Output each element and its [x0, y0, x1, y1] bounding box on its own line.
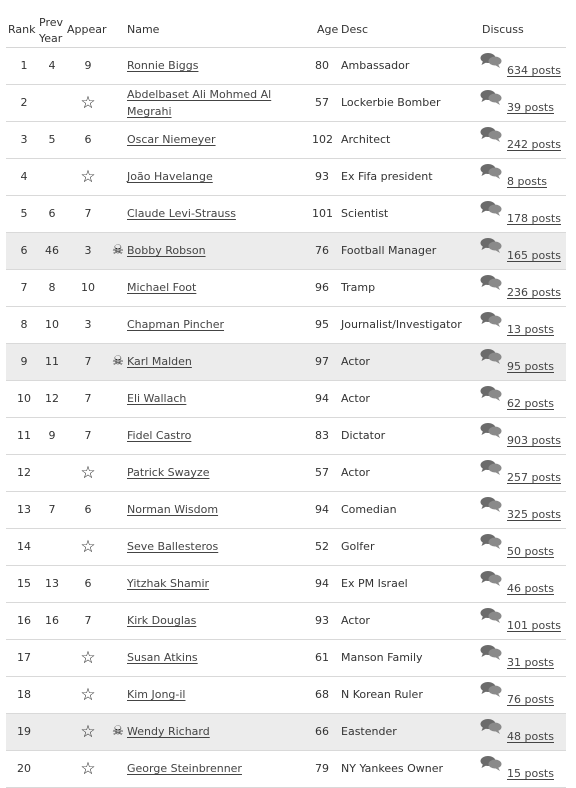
age-cell: 61 — [315, 651, 329, 664]
appear-value: 3 — [84, 318, 92, 331]
rank-cell: 6 — [20, 244, 28, 257]
discuss-cell — [480, 233, 566, 269]
discuss-cell — [480, 307, 566, 343]
desc-cell: Ex Fifa president — [341, 170, 433, 183]
appear-cell — [74, 640, 102, 676]
name-header: Name — [127, 23, 160, 36]
person-name-link[interactable]: Kirk Douglas — [127, 614, 197, 627]
star-icon: ☆ — [80, 684, 96, 705]
desc-cell: NY Yankees Owner — [341, 762, 444, 775]
rank-cell: 16 — [17, 614, 31, 627]
age-cell: 83 — [315, 429, 329, 442]
person-name-link[interactable]: Chapman Pincher — [127, 318, 225, 331]
speech-bubbles-icon[interactable] — [480, 543, 502, 551]
desc-cell: Manson Family — [341, 651, 423, 664]
posts-link[interactable]: 101 posts — [507, 619, 561, 632]
prev-year-cell — [40, 529, 64, 565]
speech-bubbles-icon[interactable] — [480, 691, 502, 699]
status-cell — [110, 344, 126, 380]
star-icon: ☆ — [80, 536, 96, 557]
name-cell — [127, 529, 313, 565]
appear-cell — [74, 677, 102, 713]
discuss-header: Discuss — [482, 23, 524, 36]
rank-cell: 8 — [20, 318, 28, 331]
appear-cell — [74, 751, 102, 787]
discuss-cell — [480, 603, 566, 639]
speech-bubbles-icon[interactable] — [480, 654, 502, 662]
posts-link[interactable]: 325 posts — [507, 508, 561, 521]
table-row — [6, 233, 566, 270]
rank-cell: 1 — [20, 59, 28, 72]
person-name-link[interactable]: Seve Ballesteros — [127, 540, 219, 553]
age-cell: 94 — [315, 577, 329, 590]
prev-year-cell: 13 — [45, 577, 59, 590]
appear-cell — [74, 529, 102, 565]
status-cell — [110, 48, 126, 84]
table-row — [6, 714, 566, 751]
age-cell: 80 — [315, 59, 329, 72]
desc-cell: Actor — [341, 466, 370, 479]
speech-bubbles-icon[interactable] — [480, 432, 502, 440]
person-name-link[interactable]: Abdelbaset Ali Mohmed Al Megrahi — [127, 88, 272, 118]
desc-header: Desc — [341, 23, 369, 36]
appear-cell — [74, 418, 102, 454]
appear-value: 10 — [81, 281, 95, 294]
appear-cell — [74, 455, 102, 491]
star-icon: ☆ — [80, 647, 96, 668]
posts-link[interactable]: 31 posts — [507, 656, 554, 669]
name-cell — [127, 455, 313, 491]
speech-bubbles-icon[interactable] — [480, 469, 502, 477]
name-cell — [127, 714, 313, 750]
desc-cell: Lockerbie Bomber — [341, 96, 441, 109]
rank-cell: 18 — [17, 688, 31, 701]
discuss-cell — [480, 640, 566, 676]
appear-value: 7 — [84, 207, 92, 220]
rank-cell: 17 — [17, 651, 31, 664]
star-icon: ☆ — [80, 92, 96, 113]
name-cell — [127, 270, 313, 306]
desc-cell: Golfer — [341, 540, 375, 553]
desc-cell: Actor — [341, 614, 370, 627]
rank-cell: 3 — [20, 133, 28, 146]
skull-icon: ☠ — [112, 354, 124, 369]
prev-year-cell — [40, 677, 64, 713]
age-cell: 94 — [315, 503, 329, 516]
age-cell: 97 — [315, 355, 329, 368]
desc-cell: Ex PM Israel — [341, 577, 408, 590]
prev-year-cell: 9 — [48, 429, 56, 442]
posts-link[interactable]: 13 posts — [507, 323, 554, 336]
discuss-cell — [480, 270, 566, 306]
person-name-link[interactable]: Norman Wisdom — [127, 503, 219, 516]
age-cell: 68 — [315, 688, 329, 701]
status-cell — [110, 381, 126, 417]
status-cell — [110, 529, 126, 565]
prev-year-header-line1: Prev — [39, 16, 63, 29]
table-row — [6, 566, 566, 603]
prev-year-cell — [40, 714, 64, 750]
age-cell: 57 — [315, 466, 329, 479]
posts-link[interactable]: 76 posts — [507, 693, 554, 706]
name-cell — [127, 566, 313, 602]
discuss-cell — [480, 714, 566, 750]
age-cell: 96 — [315, 281, 329, 294]
posts-link[interactable]: 48 posts — [507, 730, 554, 743]
rank-header: Rank — [8, 23, 36, 36]
table-row — [6, 640, 566, 677]
status-cell — [110, 751, 126, 787]
desc-cell: Eastender — [341, 725, 397, 738]
posts-link[interactable]: 39 posts — [507, 101, 554, 114]
discuss-cell — [480, 48, 566, 84]
prev-year-cell: 6 — [48, 207, 56, 220]
desc-cell: Football Manager — [341, 244, 437, 257]
status-cell — [110, 603, 126, 639]
prev-year-cell: 8 — [48, 281, 56, 294]
name-cell — [127, 492, 313, 528]
status-cell — [110, 492, 126, 528]
skull-icon: ☠ — [112, 724, 124, 739]
posts-link[interactable]: 165 posts — [507, 249, 561, 262]
prev-year-cell: 16 — [45, 614, 59, 627]
name-cell — [127, 159, 313, 195]
appear-value: 7 — [84, 614, 92, 627]
discuss-cell — [480, 344, 566, 380]
appear-value: 7 — [84, 429, 92, 442]
appear-value: 7 — [84, 392, 92, 405]
person-name-link[interactable]: Fidel Castro — [127, 429, 192, 442]
name-cell — [127, 233, 313, 269]
status-cell — [110, 418, 126, 454]
table-row — [6, 529, 566, 566]
discuss-cell — [480, 85, 566, 121]
table-row — [6, 270, 566, 307]
name-cell — [127, 640, 313, 676]
person-name-link[interactable]: Bobby Robson — [127, 244, 206, 257]
status-cell — [110, 159, 126, 195]
speech-bubbles-icon[interactable] — [480, 210, 502, 218]
person-name-link[interactable]: Susan Atkins — [127, 651, 198, 664]
age-cell: 93 — [315, 614, 329, 627]
table-row — [6, 603, 566, 640]
star-icon: ☆ — [80, 166, 96, 187]
appear-cell — [74, 344, 102, 380]
name-cell — [127, 677, 313, 713]
age-cell: 101 — [312, 207, 333, 220]
appear-cell — [74, 714, 102, 750]
name-cell — [127, 603, 313, 639]
star-icon: ☆ — [80, 462, 96, 483]
rank-cell: 10 — [17, 392, 31, 405]
posts-link[interactable]: 236 posts — [507, 286, 561, 299]
status-cell — [110, 566, 126, 602]
prev-year-cell: 12 — [45, 392, 59, 405]
discuss-cell — [480, 566, 566, 602]
desc-cell: Ambassador — [341, 59, 410, 72]
posts-link[interactable]: 242 posts — [507, 138, 561, 151]
status-cell — [110, 714, 126, 750]
prev-year-cell: 7 — [48, 503, 56, 516]
age-cell: 76 — [315, 244, 329, 257]
age-cell: 93 — [315, 170, 329, 183]
person-name-link[interactable]: Claude Levi-Strauss — [127, 207, 236, 220]
appear-cell — [74, 159, 102, 195]
appear-cell — [74, 85, 102, 121]
posts-link[interactable]: 62 posts — [507, 397, 554, 410]
posts-link[interactable]: 257 posts — [507, 471, 561, 484]
prev-year-cell: 46 — [45, 244, 59, 257]
discuss-cell — [480, 418, 566, 454]
table-header — [0, 0, 576, 48]
table-row — [6, 344, 566, 381]
discuss-cell — [480, 159, 566, 195]
appear-cell — [74, 603, 102, 639]
prev-year-cell — [40, 751, 64, 787]
person-name-link[interactable]: Yitzhak Shamir — [127, 577, 210, 590]
person-name-link[interactable]: Kim Jong-il — [127, 688, 186, 701]
status-cell — [110, 677, 126, 713]
appear-value: 3 — [84, 244, 92, 257]
name-cell — [127, 48, 313, 84]
appear-value: 6 — [84, 577, 92, 590]
discuss-cell — [480, 455, 566, 491]
speech-bubbles-icon[interactable] — [480, 247, 502, 255]
appear-cell — [74, 566, 102, 602]
table-row — [6, 677, 566, 714]
name-cell — [127, 122, 313, 158]
name-cell — [127, 85, 313, 121]
age-cell: 66 — [315, 725, 329, 738]
star-icon: ☆ — [80, 721, 96, 742]
status-cell — [110, 122, 126, 158]
rank-cell: 7 — [20, 281, 28, 294]
desc-cell: Actor — [341, 392, 370, 405]
speech-bubbles-icon[interactable] — [480, 321, 502, 329]
person-name-link[interactable]: Karl Malden — [127, 355, 192, 368]
speech-bubbles-icon[interactable] — [480, 728, 502, 736]
discuss-cell — [480, 492, 566, 528]
person-name-link[interactable]: Ronnie Biggs — [127, 59, 199, 72]
person-name-link[interactable]: George Steinbrenner — [127, 762, 242, 775]
rank-cell: 15 — [17, 577, 31, 590]
status-cell — [110, 640, 126, 676]
star-icon: ☆ — [80, 758, 96, 779]
table-row — [6, 381, 566, 418]
speech-bubbles-icon[interactable] — [480, 284, 502, 292]
person-name-link[interactable]: Oscar Niemeyer — [127, 133, 216, 146]
status-cell — [110, 85, 126, 121]
rank-cell: 5 — [20, 207, 28, 220]
speech-bubbles-icon[interactable] — [480, 506, 502, 514]
speech-bubbles-icon[interactable] — [480, 765, 502, 773]
desc-cell: Scientist — [341, 207, 389, 220]
table-row — [6, 85, 566, 122]
rank-cell: 9 — [20, 355, 28, 368]
desc-cell: Actor — [341, 355, 370, 368]
desc-cell: Tramp — [341, 281, 376, 294]
prev-year-header-line2: Year — [39, 32, 63, 45]
rank-cell: 12 — [17, 466, 31, 479]
age-cell: 94 — [315, 392, 329, 405]
table-row — [6, 455, 566, 492]
speech-bubbles-icon[interactable] — [480, 173, 502, 181]
name-cell — [127, 418, 313, 454]
status-cell — [110, 455, 126, 491]
prev-year-cell: 4 — [48, 59, 56, 72]
posts-link[interactable]: 634 posts — [507, 64, 561, 77]
table-row — [6, 159, 566, 196]
speech-bubbles-icon[interactable] — [480, 136, 502, 144]
person-name-link[interactable]: Eli Wallach — [127, 392, 187, 405]
table-row — [6, 751, 566, 788]
rank-cell: 13 — [17, 503, 31, 516]
desc-cell: Dictator — [341, 429, 386, 442]
prev-year-cell — [40, 640, 64, 676]
status-cell — [110, 233, 126, 269]
rank-cell: 14 — [17, 540, 31, 553]
age-cell: 95 — [315, 318, 329, 331]
appear-cell — [74, 270, 102, 306]
appear-value: 7 — [84, 355, 92, 368]
table-row — [6, 48, 566, 85]
appear-cell — [74, 307, 102, 343]
posts-link[interactable]: 46 posts — [507, 582, 554, 595]
age-cell: 52 — [315, 540, 329, 553]
name-cell — [127, 307, 313, 343]
table-row — [6, 418, 566, 455]
appear-value: 6 — [84, 503, 92, 516]
deadpool-table — [6, 48, 566, 788]
person-name-link[interactable]: Patrick Swayze — [127, 466, 210, 479]
appear-cell — [74, 196, 102, 232]
prev-year-cell — [40, 159, 64, 195]
table-row — [6, 492, 566, 529]
table-row — [6, 307, 566, 344]
appear-cell — [74, 233, 102, 269]
posts-link[interactable]: 50 posts — [507, 545, 554, 558]
table-row — [6, 196, 566, 233]
prev-year-cell — [40, 85, 64, 121]
discuss-cell — [480, 196, 566, 232]
name-cell — [127, 344, 313, 380]
discuss-cell — [480, 529, 566, 565]
name-cell — [127, 751, 313, 787]
appear-cell — [74, 492, 102, 528]
discuss-cell — [480, 677, 566, 713]
person-name-link[interactable]: Michael Foot — [127, 281, 197, 294]
rank-cell: 2 — [20, 96, 28, 109]
speech-bubbles-icon[interactable] — [480, 99, 502, 107]
desc-cell: Comedian — [341, 503, 397, 516]
age-cell: 57 — [315, 96, 329, 109]
discuss-cell — [480, 122, 566, 158]
rank-cell: 20 — [17, 762, 31, 775]
appear-cell — [74, 381, 102, 417]
age-cell: 102 — [312, 133, 333, 146]
prev-year-cell: 11 — [45, 355, 59, 368]
skull-icon: ☠ — [112, 243, 124, 258]
speech-bubbles-icon[interactable] — [480, 580, 502, 588]
desc-cell: N Korean Ruler — [341, 688, 423, 701]
appear-cell — [74, 122, 102, 158]
person-name-link[interactable]: Wendy Richard — [127, 725, 210, 738]
status-cell — [110, 196, 126, 232]
name-cell — [127, 196, 313, 232]
age-cell: 79 — [315, 762, 329, 775]
posts-link[interactable]: 903 posts — [507, 434, 561, 447]
rank-cell: 11 — [17, 429, 31, 442]
person-name-link[interactable]: João Havelange — [127, 170, 213, 183]
speech-bubbles-icon[interactable] — [480, 617, 502, 625]
prev-year-cell: 5 — [48, 133, 56, 146]
appear-header: Appear — [67, 23, 107, 36]
discuss-cell — [480, 381, 566, 417]
name-cell — [127, 381, 313, 417]
speech-bubbles-icon[interactable] — [480, 395, 502, 403]
status-cell — [110, 307, 126, 343]
posts-link[interactable]: 95 posts — [507, 360, 554, 373]
posts-link[interactable]: 178 posts — [507, 212, 561, 225]
appear-value: 9 — [84, 59, 92, 72]
prev-year-cell — [40, 455, 64, 491]
posts-link[interactable]: 15 posts — [507, 767, 554, 780]
age-header: Age — [317, 23, 339, 36]
status-cell — [110, 270, 126, 306]
prev-year-cell: 10 — [45, 318, 59, 331]
appear-value: 6 — [84, 133, 92, 146]
rank-cell: 4 — [20, 170, 28, 183]
desc-cell: Architect — [341, 133, 391, 146]
discuss-cell — [480, 751, 566, 787]
speech-bubbles-icon[interactable] — [480, 358, 502, 366]
speech-bubbles-icon[interactable] — [480, 62, 502, 70]
appear-cell — [74, 48, 102, 84]
posts-link[interactable]: 8 posts — [507, 175, 547, 188]
table-row — [6, 122, 566, 159]
rank-cell: 19 — [17, 725, 31, 738]
desc-cell: Journalist/Investigator — [341, 318, 462, 331]
